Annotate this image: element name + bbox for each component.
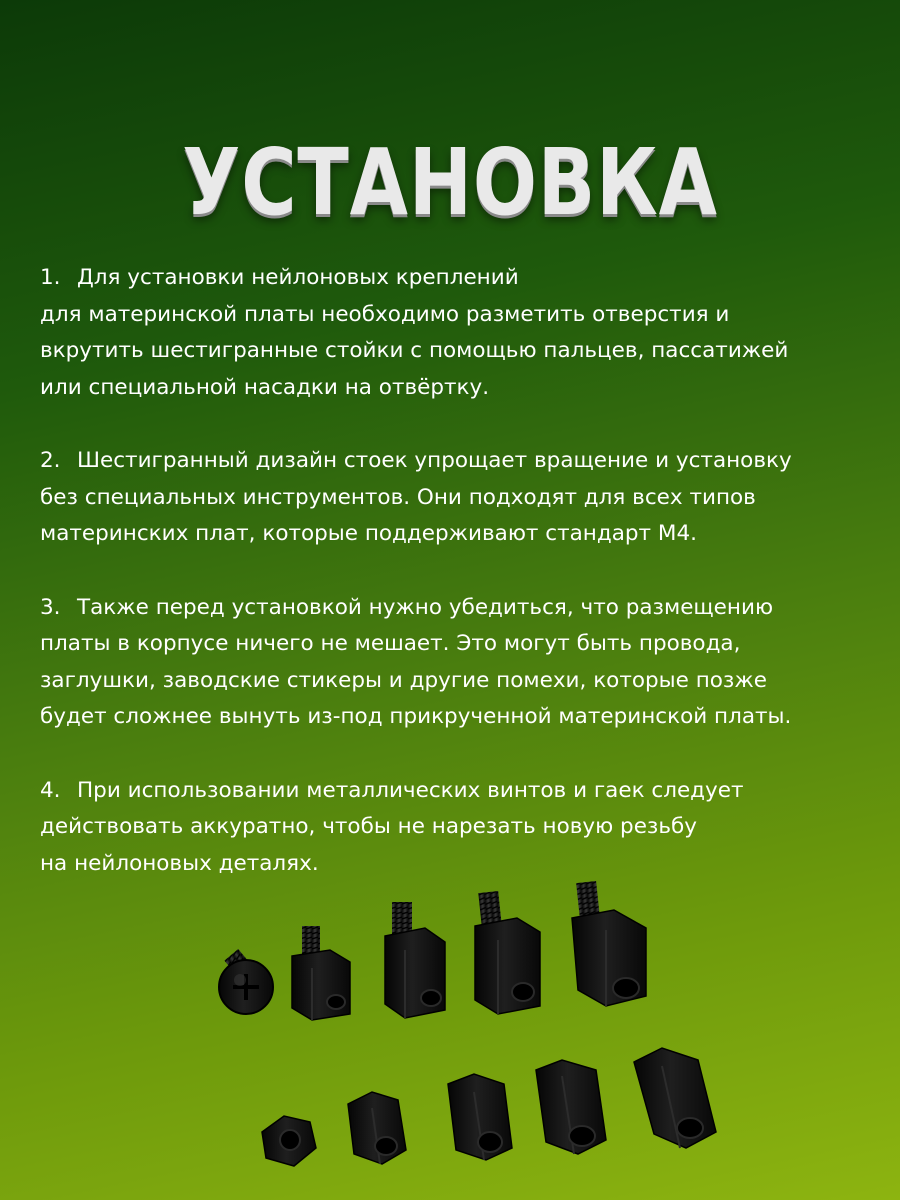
instruction-item-1 xyxy=(40,260,880,406)
screw-icon xyxy=(219,949,273,1014)
instruction-line: будет сложнее вынуть из-под прикрученной материнской платы. xyxy=(40,704,792,729)
instruction-line: платы в корпусе ничего не мешает. Это могут быть провода, xyxy=(40,631,741,656)
item-number: 2. xyxy=(40,448,61,473)
instruction-line: 1. Для установки нейлоновых креплений xyxy=(40,260,880,297)
fasteners-illustration xyxy=(0,870,900,1200)
instruction-line: или специальной насадки на отвёртку. xyxy=(40,374,490,400)
instruction-line: 4. При использовании металлических винтов и гаек следует xyxy=(40,773,880,810)
instruction-item-3 xyxy=(40,590,880,736)
long-standoff-icon xyxy=(572,881,646,1006)
hex-spacer-icon xyxy=(448,1074,512,1160)
instructions-list xyxy=(40,260,880,882)
item-number: 1. xyxy=(40,265,61,290)
instruction-line: материнских плат, которые поддерживают стандарт М4. xyxy=(40,521,697,546)
item-number: 4. xyxy=(40,777,61,803)
standoff-icon xyxy=(385,902,445,1018)
instruction-line: для материнской платы необходимо разметить отверстия и xyxy=(40,301,730,327)
hex-spacer-icon xyxy=(536,1060,606,1154)
standoff-icon xyxy=(475,891,540,1014)
hex-spacer-icon xyxy=(348,1092,406,1164)
item-number: 3. xyxy=(40,594,61,620)
instruction-line: действовать аккуратно, чтобы не нарезать новую резьбу xyxy=(40,814,698,839)
hex-spacer-icon xyxy=(634,1048,716,1148)
instruction-line: заглушки, заводские стикеры и другие помехи, которые позже xyxy=(40,667,767,693)
hex-nut-icon xyxy=(262,1116,316,1166)
instruction-line: вкрутить шестигранные стойки с помощью пальцев, пассатижей xyxy=(40,338,789,363)
instruction-line: 2. Шестигранный дизайн стоек упрощает вращение и установку xyxy=(40,443,880,480)
instruction-line: на нейлоновых деталях. xyxy=(40,850,319,876)
instruction-line: без специальных инструментов. Они подходят для всех типов xyxy=(40,484,756,510)
page-title: УСТАНОВКА xyxy=(182,129,718,236)
instruction-item-4 xyxy=(40,773,880,883)
instruction-line: 3. Также перед установкой нужно убедиться, что размещению xyxy=(40,590,880,627)
short-standoff-icon xyxy=(292,926,350,1020)
instruction-item-2 xyxy=(40,443,880,553)
